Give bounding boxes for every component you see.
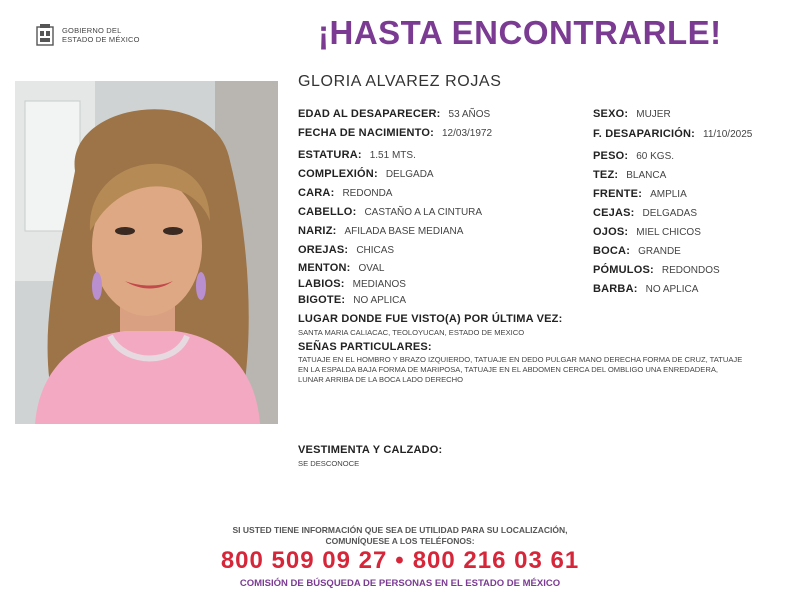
field-label: OJOS: <box>593 226 629 238</box>
field-label: COMPLEXIÓN: <box>298 168 378 180</box>
field-label: F. DESAPARICIÓN: <box>593 128 696 140</box>
field-value: 1.51 MTS. <box>369 150 416 161</box>
field-fecha-desaparicion <box>593 128 752 140</box>
phone-2[interactable]: 800 216 03 61 <box>412 547 580 574</box>
field-value: REDONDA <box>342 188 393 199</box>
field-fecha-nacimiento <box>298 127 492 139</box>
field-edad <box>298 108 490 120</box>
field-label: CABELLO: <box>298 206 357 218</box>
field-boca <box>593 245 681 257</box>
field-label: FECHA DE NACIMIENTO: <box>298 127 434 139</box>
field-menton <box>298 262 384 274</box>
clothing-title: VESTIMENTA Y CALZADO: <box>298 444 443 456</box>
marks-title: SEÑAS PARTICULARES: <box>298 341 432 353</box>
field-value: 12/03/1972 <box>442 128 493 139</box>
field-frente <box>593 188 687 200</box>
field-bigote <box>298 294 406 306</box>
field-label: OREJAS: <box>298 244 349 256</box>
field-value: REDONDOS <box>661 265 720 276</box>
field-labios <box>298 278 406 290</box>
field-label: TEZ: <box>593 169 619 181</box>
field-ojos <box>593 226 701 238</box>
field-value: GRANDE <box>638 246 681 257</box>
field-value: NO APLICA <box>353 295 407 306</box>
headline: ¡HASTA ENCONTRARLE! <box>318 14 722 51</box>
field-label: FRENTE: <box>593 188 643 200</box>
field-sexo <box>593 108 671 120</box>
field-value: BLANCA <box>626 170 667 181</box>
field-value: CHICAS <box>356 245 395 256</box>
field-label: MENTON: <box>298 262 351 274</box>
field-nariz <box>298 225 463 237</box>
field-cara <box>298 187 392 199</box>
field-pomulos <box>593 264 720 276</box>
field-label: EDAD AL DESAPARECER: <box>298 108 441 120</box>
phone-numbers <box>0 547 800 575</box>
government-name <box>62 26 140 44</box>
field-label: LABIOS: <box>298 278 345 290</box>
marks-line-1: TATUAJE EN EL HOMBRO Y BRAZO IZQUIERDO, TATUAJE EN DEDO PULGAR MANO DERECHA FORMA DE CRUZ, TATUAJE <box>298 355 743 364</box>
field-label: ESTATURA: <box>298 149 362 161</box>
last-seen-value: SANTA MARIA CALIACAC, TEOLOYUCAN, ESTADO DE MEXICO <box>298 328 525 337</box>
footer-info-line-2: COMUNÍQUESE A LOS TELÉFONOS: <box>325 536 475 546</box>
person-name: GLORIA ALVAREZ ROJAS <box>298 73 502 90</box>
government-logo <box>34 22 140 48</box>
field-label: PÓMULOS: <box>593 264 654 276</box>
phone-separator: • <box>395 547 405 574</box>
field-label: CARA: <box>298 187 335 199</box>
field-value: OVAL <box>358 263 385 274</box>
footer-info-line-1: SI USTED TIENE INFORMACIÓN QUE SEA DE UTILIDAD PARA SU LOCALIZACIÓN, <box>232 525 568 535</box>
phone-1[interactable]: 800 509 09 27 <box>220 547 388 574</box>
field-complexion <box>298 168 434 180</box>
field-barba <box>593 283 698 295</box>
field-value: AMPLIA <box>650 189 687 200</box>
field-value: 53 AÑOS <box>448 109 491 120</box>
clothing-value: SE DESCONOCE <box>298 459 360 468</box>
field-estatura <box>298 149 416 161</box>
field-peso <box>593 150 674 162</box>
field-value: 11/10/2025 <box>703 129 753 140</box>
field-label: BARBA: <box>593 283 638 295</box>
marks-line-3: LUNAR ARRIBA DE LA BOCA LADO DERECHO <box>298 375 464 384</box>
field-label: PESO: <box>593 150 629 162</box>
field-label: BOCA: <box>593 245 631 257</box>
field-cejas <box>593 207 697 219</box>
gov-line-1: GOBIERNO DEL <box>62 26 122 35</box>
field-value: NO APLICA <box>645 284 699 295</box>
field-orejas <box>298 244 394 256</box>
comision-name: COMISIÓN DE BÚSQUEDA DE PERSONAS EN EL ESTADO DE MÉXICO <box>239 578 561 589</box>
missing-person-photo <box>15 81 278 424</box>
field-value: MEDIANOS <box>352 279 406 290</box>
field-cabello <box>298 206 482 218</box>
field-value: MUJER <box>636 109 671 120</box>
marks-line-2: EN LA ESPALDA BAJA FORMA DE MARIPOSA, TATUAJE EN EL ABDOMEN CERCA DEL OMBLIGO UNA ENREDADERA, <box>298 365 719 374</box>
gov-line-2: ESTADO DE MÉXICO <box>62 35 140 44</box>
field-tez <box>593 169 666 181</box>
field-value: DELGADAS <box>642 208 698 219</box>
state-emblem-icon <box>34 22 56 48</box>
field-label: BIGOTE: <box>298 294 346 306</box>
field-value: DELGADA <box>385 169 434 180</box>
field-label: SEXO: <box>593 108 629 120</box>
last-seen-title: LUGAR DONDE FUE VISTO(A) POR ÚLTIMA VEZ: <box>298 313 563 325</box>
field-value: 60 KGS. <box>636 151 675 162</box>
field-value: CASTAÑO A LA CINTURA <box>364 207 483 218</box>
field-label: CEJAS: <box>593 207 635 219</box>
field-value: AFILADA BASE MEDIANA <box>344 226 464 237</box>
field-value: MIEL CHICOS <box>636 227 701 238</box>
field-label: NARIZ: <box>298 225 337 237</box>
